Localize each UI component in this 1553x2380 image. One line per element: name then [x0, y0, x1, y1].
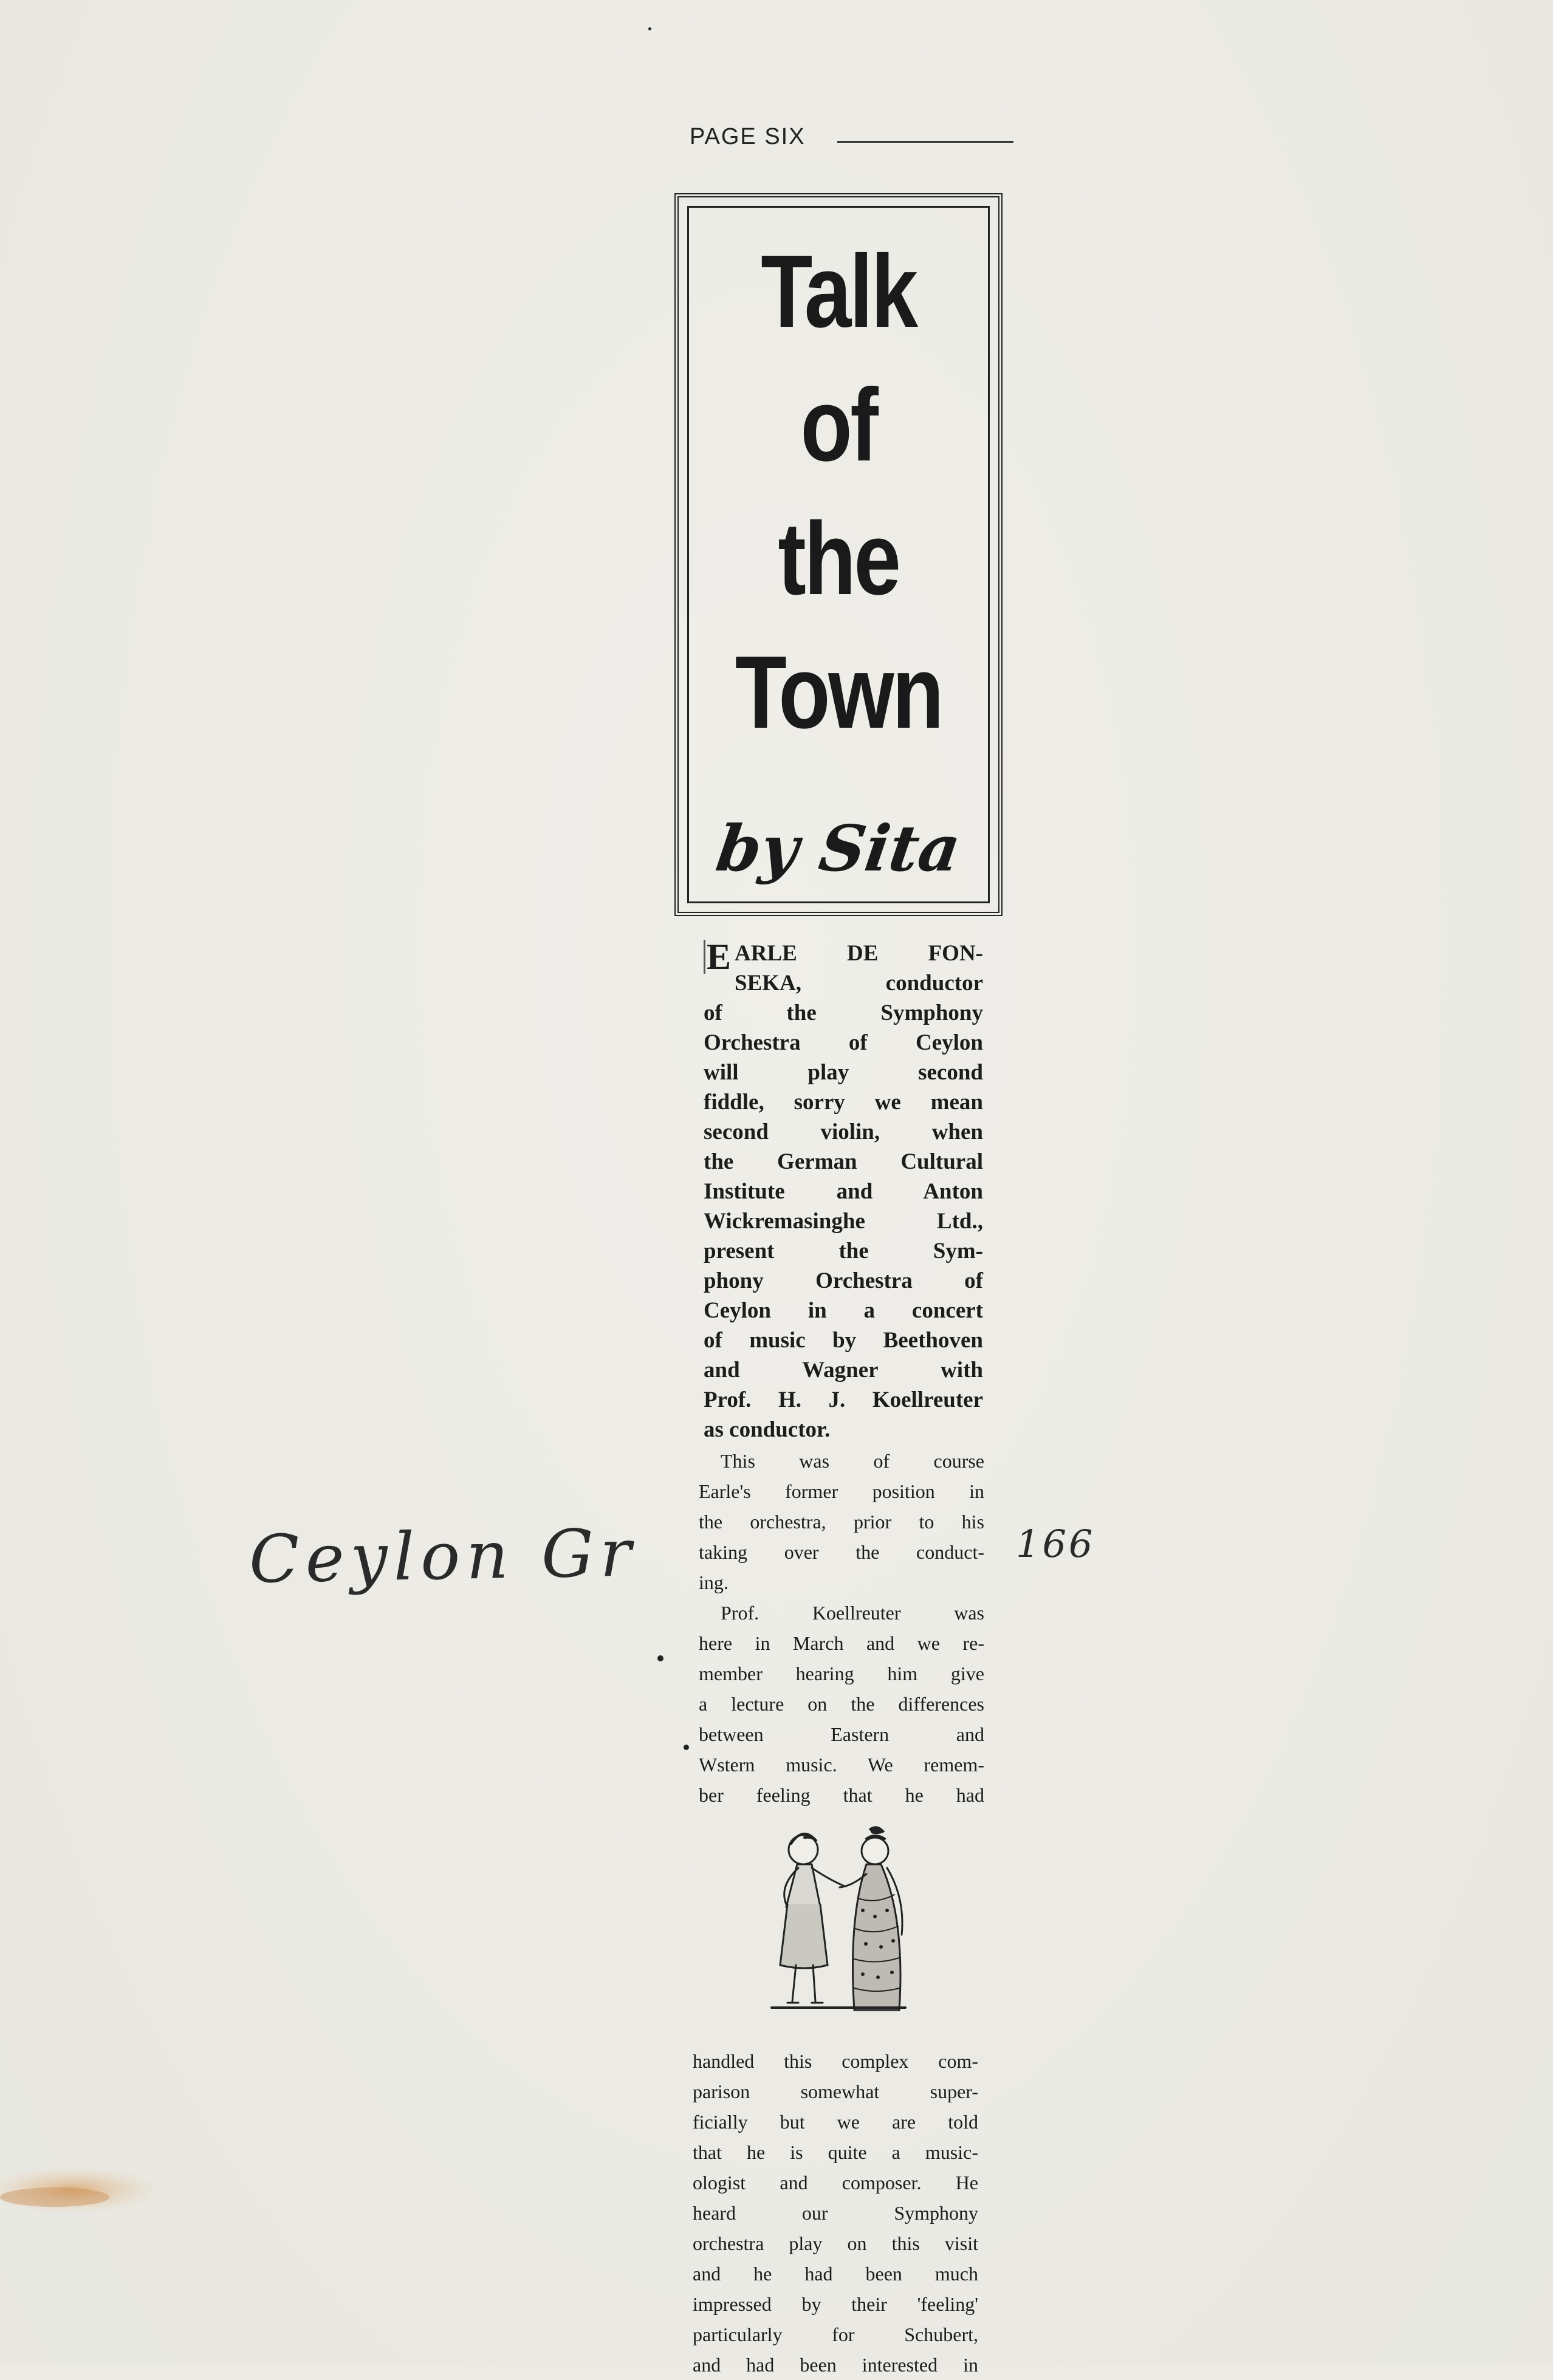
body-line: parison somewhat super-: [693, 2081, 978, 2102]
body-line: here in March and we re-: [699, 1632, 984, 1654]
body-line: that he is quite a music-: [693, 2141, 978, 2163]
lead-line: and Wagner with: [704, 1358, 983, 1383]
lead-line: ARLE DE FON-: [735, 941, 983, 966]
lead-line: SEKA, conductor: [735, 971, 983, 996]
body-line: ber feeling that he had: [699, 1784, 984, 1806]
body-line: Prof. Koellreuter was: [721, 1602, 984, 1624]
header-rule: [837, 141, 1013, 143]
tape-stain: [0, 2159, 164, 2220]
body-line: ficially but we are told: [693, 2111, 978, 2133]
body-line: handled this complex com-: [693, 2050, 978, 2072]
title-line-4: Town: [735, 635, 942, 750]
body-line: the orchestra, prior to his: [699, 1511, 984, 1533]
handwritten-annotation-number: 166: [1016, 1522, 1095, 1566]
lead-line: will play second: [704, 1060, 983, 1085]
lead-line: Wickremasinghe Ltd.,: [704, 1209, 983, 1234]
body-line: and he had been much: [693, 2263, 978, 2285]
lead-line: Ceylon in a concert: [704, 1298, 983, 1323]
lead-line: phony Orchestra of: [704, 1268, 983, 1293]
byline: by Sita: [711, 811, 965, 886]
body-line: This was of course: [721, 1450, 984, 1472]
body-text-column: [699, 1446, 984, 1810]
lead-line: Prof. H. J. Koellreuter: [704, 1387, 983, 1412]
body-line: orchestra play on this visit: [693, 2232, 978, 2254]
handwritten-annotation-left: Ceylon Gr: [248, 1515, 638, 1598]
dust-speck: [657, 1655, 663, 1661]
body-line: Earle's former position in: [699, 1480, 984, 1502]
body-line: and had been interested in: [693, 2354, 978, 2376]
lead-paragraph: [704, 939, 983, 1445]
body-text-continued: [693, 2046, 978, 2380]
body-line: heard our Symphony: [693, 2202, 978, 2224]
title-line-1: Talk: [761, 234, 916, 349]
title-line-2: of: [800, 368, 877, 483]
dust-speck: [684, 1745, 689, 1750]
body-line: a lecture on the differences: [699, 1693, 984, 1715]
lead-line: fiddle, sorry we mean: [704, 1090, 983, 1115]
lead-line: of music by Beethoven: [704, 1328, 983, 1353]
lead-line: as conductor.: [704, 1417, 831, 1442]
body-line: impressed by their 'feeling': [693, 2293, 978, 2315]
lead-line: Institute and Anton: [704, 1179, 983, 1204]
dropcap: E: [704, 940, 731, 974]
page-header: PAGE SIX: [690, 124, 806, 149]
lead-line: present the Sym-: [704, 1239, 983, 1264]
cartoon-illustration: [753, 1825, 917, 2029]
body-line: member hearing him give: [699, 1663, 984, 1684]
body-line: Wstern music. We remem-: [699, 1754, 984, 1776]
body-line: ologist and composer. He: [693, 2172, 978, 2194]
body-line: taking over the conduct-: [699, 1541, 984, 1563]
lead-line: second violin, when: [704, 1120, 983, 1144]
title-line-3: the: [778, 501, 899, 617]
body-line: ing.: [699, 1571, 729, 1593]
body-line: particularly for Schubert,: [693, 2324, 978, 2345]
lead-line: of the Symphony: [704, 1000, 983, 1025]
lead-line: Orchestra of Ceylon: [704, 1030, 983, 1055]
lead-line: the German Cultural: [704, 1149, 983, 1174]
body-line: between Eastern and: [699, 1723, 984, 1745]
title-box: [674, 193, 1003, 916]
dust-speck: [648, 27, 651, 30]
